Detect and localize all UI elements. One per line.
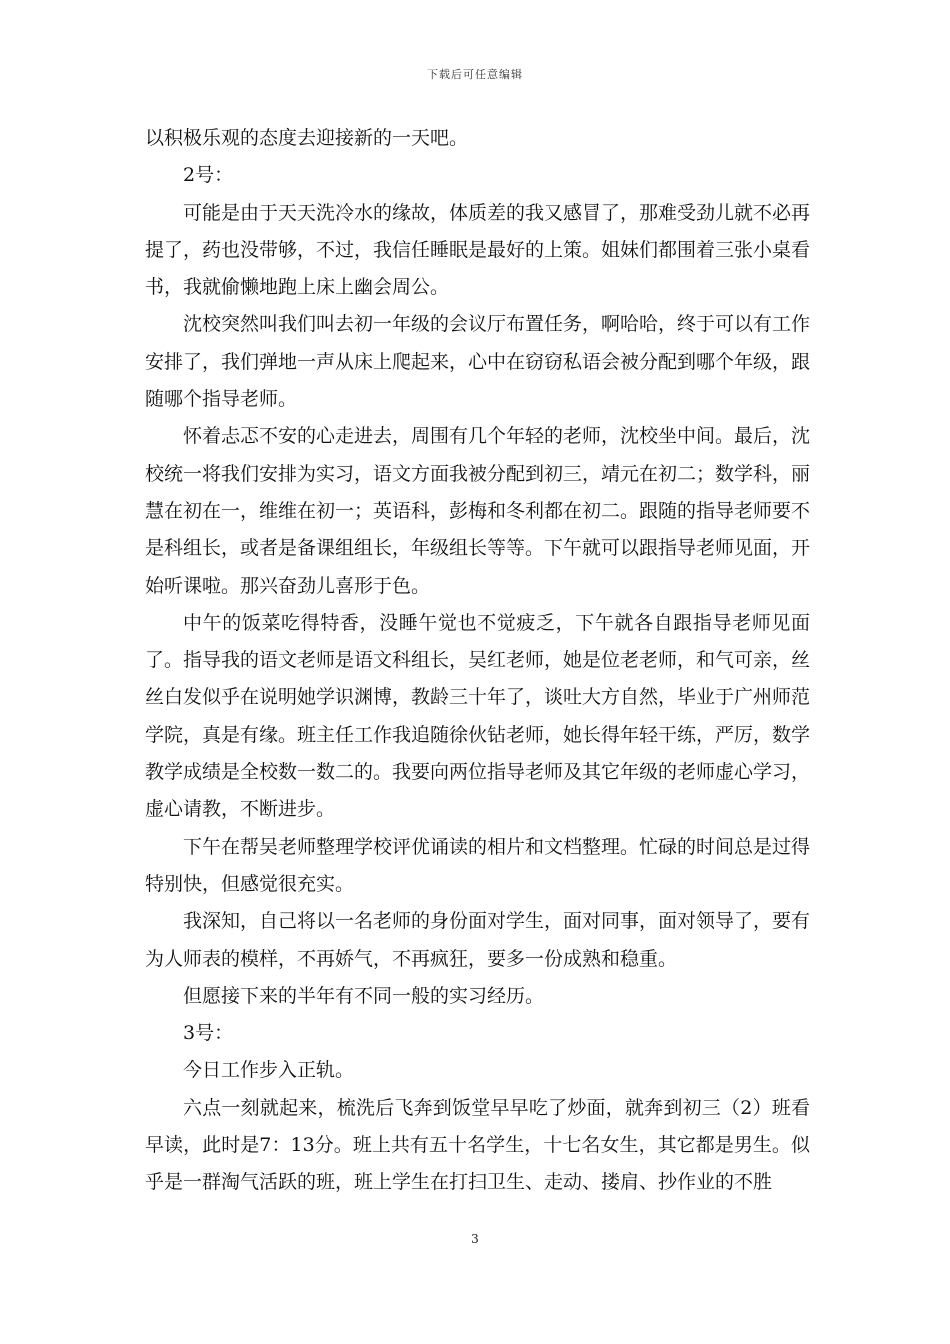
paragraph: 今日工作步入正轨。 — [183, 1059, 355, 1082]
paragraph: 六点一刻就起来，梳洗后飞奔到饭堂早早吃了炒面，就奔到初三（2）班看早读，此时是7：13分。班上共有五十名学生，十七名女生，其它都是男生。似乎是一群淘气活跃的班，班上学生在打扫卫生、走动、搂肩、抄作业的不胜 — [145, 1096, 810, 1194]
paragraph: 中午的饭菜吃得特香，没睡午觉也不觉疲乏，下午就各自跟指导老师见面了。指导我的语文老师是语文科组长，吴红老师，她是位老老师，和气可亲，丝丝白发似乎在说明她学识渊博，教龄三十年了，谈吐大方自然，毕业于广州师范学院，真是有缘。班主任工作我追随徐伙钻老师，她长得年轻干练，严厉，数学教学成绩是全校数一数二的。我要向两位指导老师及其它年级的老师虚心学习，虚心请教，不断进步。 — [145, 611, 811, 821]
paragraph: 以积极乐观的态度去迎接新的一天吧。 — [145, 127, 469, 149]
page-header: 下载后可任意编辑 — [427, 68, 523, 81]
paragraph: 我深知，自己将以一名老师的身份面对学生，面对同事，面对领导了，要有为人师表的模样，不再娇气，不再疯狂，要多一份成熟和稳重。 — [145, 910, 811, 970]
paragraph: 下午在帮吴老师整理学校评优诵读的相片和文档整理。忙碌的时间总是过得特别快，但感觉很充实。 — [145, 835, 811, 895]
paragraph: 怀着忐忑不安的心走进去，周围有几个年轻的老师，沈校坐中间。最后，沈校统一将我们安排为实习，语文方面我被分配到初三，靖元在初二；数学科，丽慧在初在一，维维在初一；英语科，彭梅和冬利都在初二。跟随的指导老师要不是科组长，或者是备课组组长，年级组长等等。下午就可以跟指导老师见面，开始听课啦。那兴奋劲儿喜形于色。 — [145, 425, 811, 597]
page-number: 3 — [471, 1232, 479, 1246]
paragraph: 沈校突然叫我们叫去初一年级的会议厅布置任务，啊哈哈，终于可以有工作安排了，我们弹地一声从床上爬起来，心中在窃窃私语会被分配到哪个年级，跟随哪个指导老师。 — [145, 313, 811, 411]
paragraph: 但愿接下来的半年有不同一般的实习经历。 — [183, 984, 545, 1007]
paragraph: 2号： — [183, 164, 234, 187]
document-body — [145, 120, 810, 1202]
paragraph: 3号： — [183, 1022, 234, 1045]
paragraph: 可能是由于天天洗冷水的缘故，体质差的我又感冒了，那难受劲儿就不必再提了，药也没带够，不过，我信任睡眠是最好的上策。姐妹们都围着三张小桌看书，我就偷懒地跑上床上幽会周公。 — [145, 201, 811, 299]
